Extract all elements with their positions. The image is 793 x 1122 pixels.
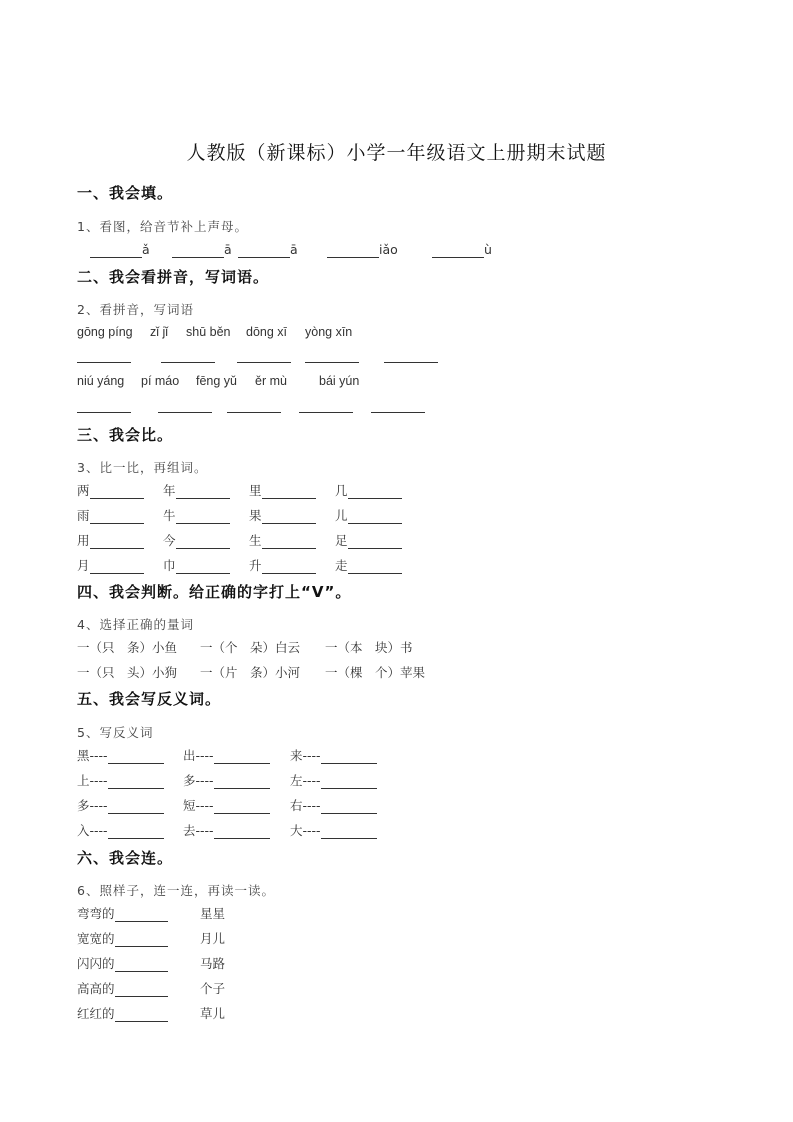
pinyin-item: zǐ jǐ (150, 325, 169, 339)
question-2-prompt: 2、看拼音，写词语 (77, 302, 194, 317)
match-left-item[interactable]: 高高的 (77, 981, 168, 997)
section-3-heading: 三、我会比。 (77, 426, 174, 444)
q1-item-2: ā (172, 242, 232, 258)
compare-word-item: 走 (335, 558, 402, 574)
question-3-prompt: 3、比一比，再组词。 (77, 460, 208, 475)
pinyin-item: yòng xīn (305, 325, 353, 339)
answer-blank[interactable] (348, 485, 402, 499)
match-left-item[interactable]: 弯弯的 (77, 906, 168, 922)
answer-blank[interactable] (176, 535, 230, 549)
answer-line[interactable] (305, 362, 359, 363)
answer-line[interactable] (371, 412, 425, 413)
q1-item-4: iǎo (327, 242, 398, 258)
q1-item-5: ù (432, 242, 492, 258)
answer-blank[interactable] (176, 485, 230, 499)
answer-line[interactable] (227, 412, 281, 413)
compare-word-item: 几 (335, 483, 402, 499)
answer-blank[interactable] (432, 244, 484, 258)
antonym-item: 出---- (183, 748, 270, 764)
pinyin-item: ěr mù (255, 374, 287, 388)
compare-word-item: 巾 (163, 558, 230, 574)
antonym-item: 多---- (183, 773, 270, 789)
compare-word-item: 今 (163, 533, 230, 549)
answer-blank[interactable] (214, 750, 270, 764)
compare-word-item: 用 (77, 533, 144, 549)
antonym-item: 大---- (290, 823, 377, 839)
compare-word-item: 升 (249, 558, 316, 574)
q1-item-1: ǎ (90, 242, 150, 258)
answer-blank[interactable] (90, 510, 144, 524)
answer-blank[interactable] (262, 560, 316, 574)
antonym-item: 上---- (77, 773, 164, 789)
match-right-item[interactable]: 个子 (200, 981, 226, 996)
compare-word-item: 月 (77, 558, 144, 574)
answer-blank[interactable] (214, 775, 270, 789)
answer-blank[interactable] (108, 800, 164, 814)
match-right-item[interactable]: 草儿 (200, 1006, 226, 1021)
section-5-heading: 五、我会写反义词。 (77, 690, 222, 708)
answer-blank[interactable] (214, 825, 270, 839)
answer-blank[interactable] (176, 560, 230, 574)
compare-word-item: 雨 (77, 508, 144, 524)
q1-item-3: ā (238, 242, 298, 258)
answer-blank[interactable] (115, 908, 168, 922)
question-4-prompt: 4、选择正确的量词 (77, 617, 194, 632)
measure-word-choice[interactable]: 一（棵 个）苹果 (325, 665, 426, 680)
measure-word-choice[interactable]: 一（本 块）书 (325, 640, 413, 655)
answer-blank[interactable] (321, 825, 377, 839)
answer-blank[interactable] (262, 485, 316, 499)
answer-blank[interactable] (90, 560, 144, 574)
answer-blank[interactable] (176, 510, 230, 524)
match-left-item[interactable]: 闪闪的 (77, 956, 168, 972)
match-left-item[interactable]: 红红的 (77, 1006, 168, 1022)
match-right-item[interactable]: 月儿 (200, 931, 226, 946)
pinyin-item: niú yáng (77, 374, 125, 388)
answer-blank[interactable] (108, 750, 164, 764)
answer-blank[interactable] (90, 244, 142, 258)
match-right-item[interactable]: 星星 (200, 906, 226, 921)
answer-line[interactable] (158, 412, 212, 413)
antonym-item: 去---- (183, 823, 270, 839)
answer-blank[interactable] (115, 983, 168, 997)
pinyin-item: fēng yǔ (196, 374, 238, 388)
match-right-item[interactable]: 马路 (200, 956, 226, 971)
compare-word-item: 年 (163, 483, 230, 499)
answer-blank[interactable] (108, 775, 164, 789)
answer-blank[interactable] (348, 510, 402, 524)
compare-word-item: 儿 (335, 508, 402, 524)
answer-blank[interactable] (321, 800, 377, 814)
answer-blank[interactable] (115, 1008, 168, 1022)
answer-line[interactable] (77, 412, 131, 413)
answer-blank[interactable] (327, 244, 379, 258)
answer-blank[interactable] (262, 510, 316, 524)
answer-blank[interactable] (348, 560, 402, 574)
answer-line[interactable] (299, 412, 353, 413)
answer-blank[interactable] (90, 485, 144, 499)
answer-blank[interactable] (115, 958, 168, 972)
compare-word-item: 足 (335, 533, 402, 549)
question-5-prompt: 5、写反义词 (77, 725, 154, 740)
answer-line[interactable] (237, 362, 291, 363)
compare-word-item: 里 (249, 483, 316, 499)
answer-blank[interactable] (108, 825, 164, 839)
answer-blank[interactable] (214, 800, 270, 814)
answer-blank[interactable] (321, 750, 377, 764)
antonym-item: 入---- (77, 823, 164, 839)
section-4-heading: 四、我会判断。给正确的字打上“V”。 (77, 583, 352, 601)
pinyin-item: gōng píng (77, 325, 133, 339)
measure-word-choice[interactable]: 一（只 头）小狗 (77, 665, 178, 680)
antonym-item: 短---- (183, 798, 270, 814)
answer-blank[interactable] (238, 244, 290, 258)
pinyin-item: bái yún (319, 374, 360, 388)
measure-word-choice[interactable]: 一（个 朵）白云 (200, 640, 301, 655)
question-6-prompt: 6、照样子，连一连，再读一读。 (77, 883, 275, 898)
antonym-item: 黑---- (77, 748, 164, 764)
antonym-item: 左---- (290, 773, 377, 789)
answer-line[interactable] (77, 362, 131, 363)
compare-word-item: 生 (249, 533, 316, 549)
answer-line[interactable] (161, 362, 215, 363)
section-6-heading: 六、我会连。 (77, 849, 174, 867)
antonym-item: 多---- (77, 798, 164, 814)
compare-word-item: 牛 (163, 508, 230, 524)
answer-blank[interactable] (348, 535, 402, 549)
compare-word-item: 果 (249, 508, 316, 524)
antonym-item: 右---- (290, 798, 377, 814)
section-2-heading: 二、我会看拼音，写词语。 (77, 268, 270, 286)
measure-word-choice[interactable]: 一（只 条）小鱼 (77, 640, 178, 655)
antonym-item: 来---- (290, 748, 377, 764)
compare-word-item: 两 (77, 483, 144, 499)
answer-blank[interactable] (321, 775, 377, 789)
question-1-prompt: 1、看图，给音节补上声母。 (77, 219, 248, 234)
answer-blank[interactable] (90, 535, 144, 549)
answer-blank[interactable] (115, 933, 168, 947)
answer-blank[interactable] (262, 535, 316, 549)
pinyin-item: pí máo (141, 374, 180, 388)
measure-word-choice[interactable]: 一（片 条）小河 (200, 665, 301, 680)
pinyin-item: shū běn (186, 325, 231, 339)
answer-line[interactable] (384, 362, 438, 363)
section-1-heading: 一、我会填。 (77, 184, 174, 202)
answer-blank[interactable] (172, 244, 224, 258)
pinyin-item: dōng xī (246, 325, 288, 339)
page-title: 人教版（新课标）小学一年级语文上册期末试题 (186, 142, 607, 164)
match-left-item[interactable]: 宽宽的 (77, 931, 168, 947)
